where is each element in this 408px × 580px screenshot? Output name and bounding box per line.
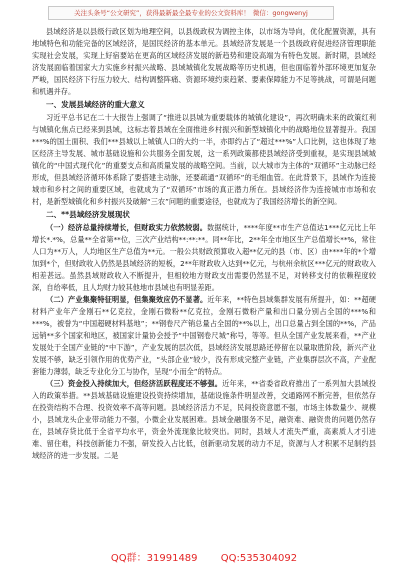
document-body [32,26,376,550]
banner-text: 关注头条号“公文研究”，获得最新最全最专业的公文资料库！ [74,9,250,17]
subheading-investment: （三）资金投入持续加大，但经济活跃程度还不够强。 [46,379,223,388]
paragraph-economy [32,222,376,294]
banner-wechat: 微信：gongwenyj [252,9,308,17]
paragraph-intro: 县域经济是以县级行政区划为地理空间，以县级政权为调控主体，以市场为导向，优化配置资源，具有地域特色和功能完备的区域经济，是国民经济的基本单元。县域经济发展是一个县级政府促进经济管理职能实现社会发展，实现上好宿要站在更高的区域经济发展的新趋势和建设高端为有特色发展。新时期，县域经济发展面临着国家大力实施乡村振兴战略、县域城镇化发展战略等历史机遇，但也面临着外部环境更加复杂严峻，国民经济下行压力较大、结构调整阵痛、资源环境约束趋紧、要素保障能力不足等挑战，可谓是问题和机遇并存。 [32,27,376,96]
paragraph-economy-text: 数据统计，****年度**市生产总值达1***亿元比上年增长*.*%，总量**全省第**位，三次产业结构**:**:**。同**年比，2**年全市地区生产总值增长**%，常住人口为**万人，人均地区生产总值为**元。一般公共财政预算收入超**亿元的县（市、区）由****年的*个增加到*个，但财政收入仍然是县域经济的短板，2**年财政收入达到**亿元，与杭州余杭区***亿元的财政收入相差甚远。虽然县域财政收入不断提升，但相较地方财政支出需要仍然显不足，对转移支付的依赖程度较深，自给率低，且人均财力较其他地市县域也有明显差距。 [32,223,376,292]
contact-footer [0,552,408,566]
paragraph-investment-text: 近年来，**省委省政府推出了一系列加大县域投入的政策举措。**县域基础设施建设投资持续增加，基础设施条件明显改善，交通路网不断完善，但依然存在投资结构不合理、投资效率不高等问题。县域经济活力不足，民间投资意愿不强，市场主体数量少、规模小，县域龙头企业带动能力不强，小微企业发展困难。县域金融服务不足，融资难、融资贵的问题仍然存在，县域存贷比低于全省平均水平，资金外流现象比较突出。同时，县域人才流失严重，高素质人才引进难、留住难，科技创新能力不强，研发投入占比低，创新驱动发展的动力不足，资源与人才积累不足制约县域经济的进一步发展。二是 [32,379,376,460]
section-heading-2: 二、**县域经济发展现状 [46,210,130,219]
section-heading-1: 一、发展县域经济的重大意义 [46,100,145,109]
subheading-economy: （一）经济总量持续增长，但财政实力依然较弱。 [46,223,208,232]
paragraph-investment [32,378,376,462]
paragraph-significance: 习近平总书记在二十大报告上强调了“推进以县城为重要载体的城镇化建设”，再次明确未来的政策红利与城镇化焦点已经来到县域，这标志着县域在全面推进乡村振兴和新型城镇化中的战略地位显著提升。我国***%的国土面积、我们***县城以上城镇人口的大约一半，亦即约占了“超过***%”人口比例，这也体现了地区经济主导发展、城市基础设施和公共服务全面发展，这一系列政策都使县域经济受到重视，是实现县域城镇化的“中国式现代化”的重要支点和高质量发展的战略空间。当前，以大城市为主体的“双循环”主动脉已经形成，但县域经济循环体系除了要搭建主动脉，还要疏通“双循环”的毛细血管。在此背景下，县域作为连接城市和乡村之间的重要区域，也就成为了“双循环”市场的真正潜力所在。县域经济作为连接城市市场和农村，是新型城镇化和乡村振兴及破解“三农”问题的重要途径，也就成为了我国经济增长的新空间。 [32,113,376,206]
footer-qq: QQ:535304092 [220,553,298,564]
footer-qq-group: QQ群：31991489 [110,553,198,564]
promo-banner [48,6,334,20]
subheading-industry: （二）产业集聚特征明显，但集聚效应仍不显著。 [46,295,208,304]
paragraph-industry-text: 近年来，**特色县域集群发展有所提升，如：**超硬材料产业年产金刚石**亿克拉，金刚石微粉**亿克拉，金刚石微粉产量和出口量分别占全国的***%和***%，被誉为“中国超硬材料基地”；**钢卷尺产销总量占全国的**%以上，出口总量占到全国的**%，产品远销**多个国家和地区，被国家计量协会授予“中国钢卷尺城”称号，等等。但从全国产业发展来看，**产业发展处于全国产业链的“中下游”，产业发展的层次低，县域经济发展思路还停留在以量取胜阶段，新兴产业发展不够，缺乏引领作用的优势产业，“头部企业”较少，没有形成完整产业链，产业集群层次不高，产业配套能力薄弱，缺乏专业化分工与协作，呈现“小而全”的特点。 [32,295,376,376]
paragraph-industry [32,294,376,378]
